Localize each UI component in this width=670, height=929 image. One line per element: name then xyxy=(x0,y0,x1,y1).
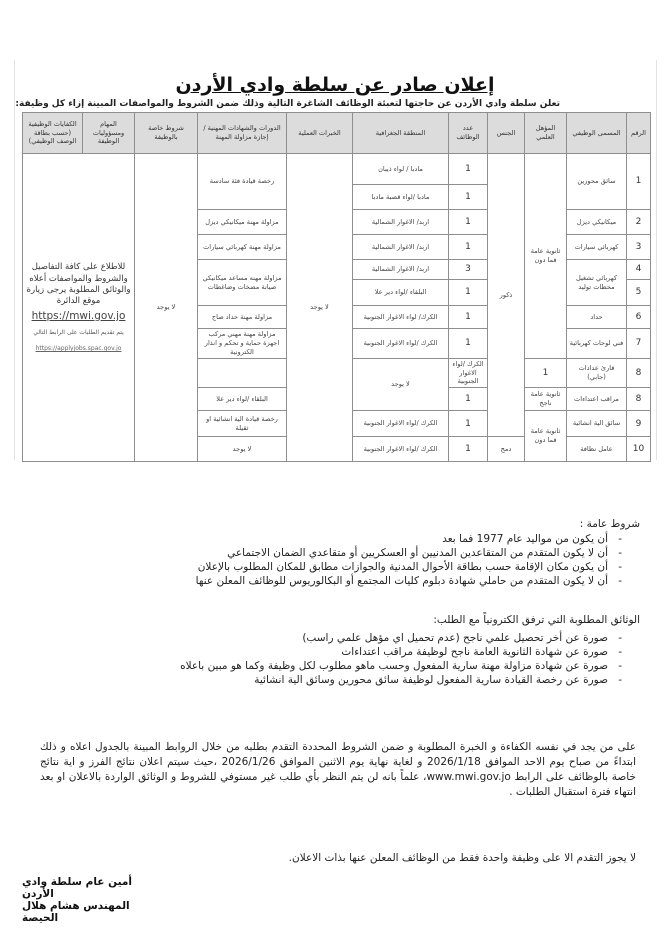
region: الكرك /لواء الاغوار الجنوبية xyxy=(449,358,488,388)
apply-link[interactable]: https://applyjobs.spac.gov.jo xyxy=(35,345,122,353)
col-header-experience: الخبرات العملية xyxy=(287,113,353,154)
row-number: 10 xyxy=(627,437,651,462)
region: اربد/ الاغوار الشمالية xyxy=(353,210,449,235)
job-title: سائق محورين xyxy=(567,154,627,210)
list-item: - صورة عن أخر تحصيل علمي ناجح (عدم تحميل اي مؤهل علمي راسب) xyxy=(20,631,622,645)
col-header-qualification: المؤهل العلمي xyxy=(525,113,567,154)
row-number: 4 xyxy=(627,260,651,280)
row-number: 3 xyxy=(627,235,651,260)
col-header-job-title: المسمى الوظيفي xyxy=(567,113,627,154)
general-conditions xyxy=(20,518,640,588)
single-application-note: لا يجوز التقدم الا على وظيفة واحدة فقط من الوظائف المعلن عنها بذات الاعلان. xyxy=(288,852,636,864)
signatory-position: أمين عام سلطة وادي الأردن xyxy=(22,876,132,900)
page-title: إعلان صادر عن سلطة وادي الأردن xyxy=(175,74,495,96)
job-count: 1 xyxy=(449,411,488,437)
row-number: 8 xyxy=(627,388,651,411)
region: الكرك/ لواء الاغوار الجنوبية xyxy=(353,306,449,329)
table-header-row xyxy=(23,113,651,154)
details-text: للاطلاع على كافة التفاصيل والشروط والمواصفات أعلاه والوثائق المطلوبة يرجى زيارة موقع الدائرة xyxy=(26,262,131,307)
details-link[interactable]: https://mwi.gov.jo xyxy=(31,309,126,322)
required-documents xyxy=(20,614,640,687)
region: البلقاء /لواء دير علا xyxy=(353,280,449,306)
job-title: كهربائي سيارات xyxy=(567,235,627,260)
job-count: 1 xyxy=(449,280,488,306)
region: اربد/ الاغوار الشمالية xyxy=(353,260,449,280)
col-header-competencies: الكفايات الوظيفية (حسب بطاقة الوصف الوظيفي) xyxy=(23,113,83,154)
special-conditions: لا يوجد xyxy=(135,154,198,462)
general-conditions-list xyxy=(20,532,640,588)
region: مادبا /لواء قصبة مادبا xyxy=(353,185,449,210)
job-count: 1 xyxy=(525,358,567,388)
region: البلقاء /لواء دير علا xyxy=(198,388,287,411)
course: لا يوجد xyxy=(353,358,449,411)
col-header-number: الرقم xyxy=(627,113,651,154)
course: مزاولة مهنة كهربائي سيارات xyxy=(198,235,287,260)
list-item: - صورة عن رخصة القيادة سارية المفعول لوظيفة سائق محورين وسائق الية انشائية xyxy=(20,673,622,687)
general-conditions-heading: شروط عامة : xyxy=(579,518,640,530)
row-number: 7 xyxy=(627,329,651,359)
job-count: 1 xyxy=(449,154,488,185)
qualification: ثانوية عامة فما دون xyxy=(525,411,567,462)
qualification: ثانوية عامة فما دون xyxy=(525,154,567,359)
job-title: حداد xyxy=(567,306,627,329)
job-count: 1 xyxy=(449,388,488,411)
job-count: 1 xyxy=(449,329,488,359)
job-title: فني لوحات كهربائية xyxy=(567,329,627,359)
row-number: 8 xyxy=(627,358,651,388)
col-header-duties: المهام ومسؤوليات الوظيفة xyxy=(83,113,135,154)
job-count: 1 xyxy=(449,306,488,329)
region: الكرك /لواء الاغوار الجنوبية xyxy=(353,411,449,437)
signatory-name: المهندس هشام هلال الحيصة xyxy=(22,900,130,924)
table-row xyxy=(23,154,651,185)
job-count: 1 xyxy=(449,235,488,260)
course: مزاولة مهنة حداد صاج xyxy=(198,306,287,329)
experience: لا يوجد xyxy=(287,154,353,462)
col-header-special-conditions: شروط خاصة بالوظيفة xyxy=(135,113,198,154)
list-item: - أن يكون مكان الإقامة حسب بطاقة الأحوال المدنية والجوازات مطابق للمكان المطلوب بالإعلان xyxy=(20,560,622,574)
job-count: 1 xyxy=(449,185,488,210)
job-count: 1 xyxy=(449,210,488,235)
application-paragraph: على من يجد في نفسه الكفاءة و الخبرة المطلوبة و ضمن الشروط المحددة التقدم بطلبه من خلال الروابط المبينة بالجدول اعلاه و ذلك ابتداءً من صباح يوم الاحد الموافق 2026/1/18 و لغاية نهاية يوم الاثنين الموافق 2026/1/26 ،حيث سيتم اعلان نتائج الفرز و اية نتائج خاصة بالوظائف على الرابط www.mwi.gov.jo، علماً بانه لن يتم النظر بأي طلب غير مستوفي للشروط و الوثائق الواردة بالاعلان او بعد انتهاء فترة استقبال الطلبات . xyxy=(40,741,637,798)
job-title: كهربائي تشغيل محطات توليد xyxy=(567,260,627,306)
list-item: - صورة عن شهادة مزاولة مهنة سارية المفعول وحسب ماهو مطلوب لكل وظيفة وكما هو مبين باعلاه xyxy=(20,659,622,673)
list-item: - صورة عن شهادة الثانوية العامة ناجح لوظيفة مراقب اعتداءات xyxy=(20,645,622,659)
gender: دمج xyxy=(488,437,525,462)
row-number: 9 xyxy=(627,411,651,437)
course: رخصة قيادة فئة سادسة xyxy=(198,154,287,210)
list-item: - أن يكون من مواليد عام 1977 فما بعد xyxy=(20,532,622,546)
region: مادبا / لواء ذيبان xyxy=(353,154,449,185)
course: لا يوجد xyxy=(198,437,287,462)
col-header-region: المنطقة الجغرافية xyxy=(353,113,449,154)
row-number: 5 xyxy=(627,280,651,306)
apply-text: يتم تقديم الطلبات على الرابط التالي xyxy=(33,329,124,337)
job-title: ميكانيكي ديزل xyxy=(567,210,627,235)
row-number: 6 xyxy=(627,306,651,329)
col-header-count: عدد الوظائف xyxy=(449,113,488,154)
job-count: 1 xyxy=(449,437,488,462)
col-header-gender: الجنس xyxy=(488,113,525,154)
job-title: عامل نظافة xyxy=(567,437,627,462)
region: الكرك /لواء الاغوار الجنوبية xyxy=(353,329,449,359)
required-documents-list xyxy=(20,631,640,687)
row-number: 2 xyxy=(627,210,651,235)
qualification: ثانوية عامة ناجح xyxy=(525,388,567,411)
col-header-courses: الدورات والشهادات المهنية /إجازة مزاولة المهنة xyxy=(198,113,287,154)
job-title: سائق الية انشائية xyxy=(567,411,627,437)
row-number: 1 xyxy=(627,154,651,210)
list-item: - أن لا يكون المتقدم من المتقاعدين المدنيين أو العسكريين أو متقاعدي الضمان الاجتماعي xyxy=(20,546,622,560)
region: الكرك /لواء الاغوار الجنوبية xyxy=(353,437,449,462)
intro-text: تعلن سلطة وادي الأردن عن حاجتها لتعبئة الوظائف الشاغرة التالية وذلك ضمن الشروط والمواصفات المبينة إزاء كل وظيفة: xyxy=(15,99,560,109)
course: مزاولة مهنه مساعد ميكانيكي صيانة مضخات وضاغطات xyxy=(198,260,287,306)
course: مزاولة مهنة ميكانيكي ديزل xyxy=(198,210,287,235)
gender: ذكور xyxy=(488,154,525,437)
course: مزاولة مهنة مهني مركب اجهزة حماية و تحكم و انذار الكترونية xyxy=(198,329,287,359)
course: رخصة قيادة الية انشائية او ثقيلة xyxy=(198,411,287,437)
jobs-table xyxy=(22,112,651,462)
details-cell xyxy=(23,154,135,462)
job-title: مراقب اعتداءات xyxy=(567,388,627,411)
required-documents-heading: الوثائق المطلوبة التي ترفق الكترونياً مع الطلب: xyxy=(433,614,640,626)
region: اربد/ الاغوار الشمالية xyxy=(353,235,449,260)
list-item: - أن لا يكون المتقدم من حاملي شهادة دبلوم كليات المجتمع أو البكالوريوس للوظائف المعلن عنها xyxy=(20,574,622,588)
job-title: قارئ عدادات (جابي) xyxy=(567,358,627,388)
job-count: 3 xyxy=(449,260,488,280)
